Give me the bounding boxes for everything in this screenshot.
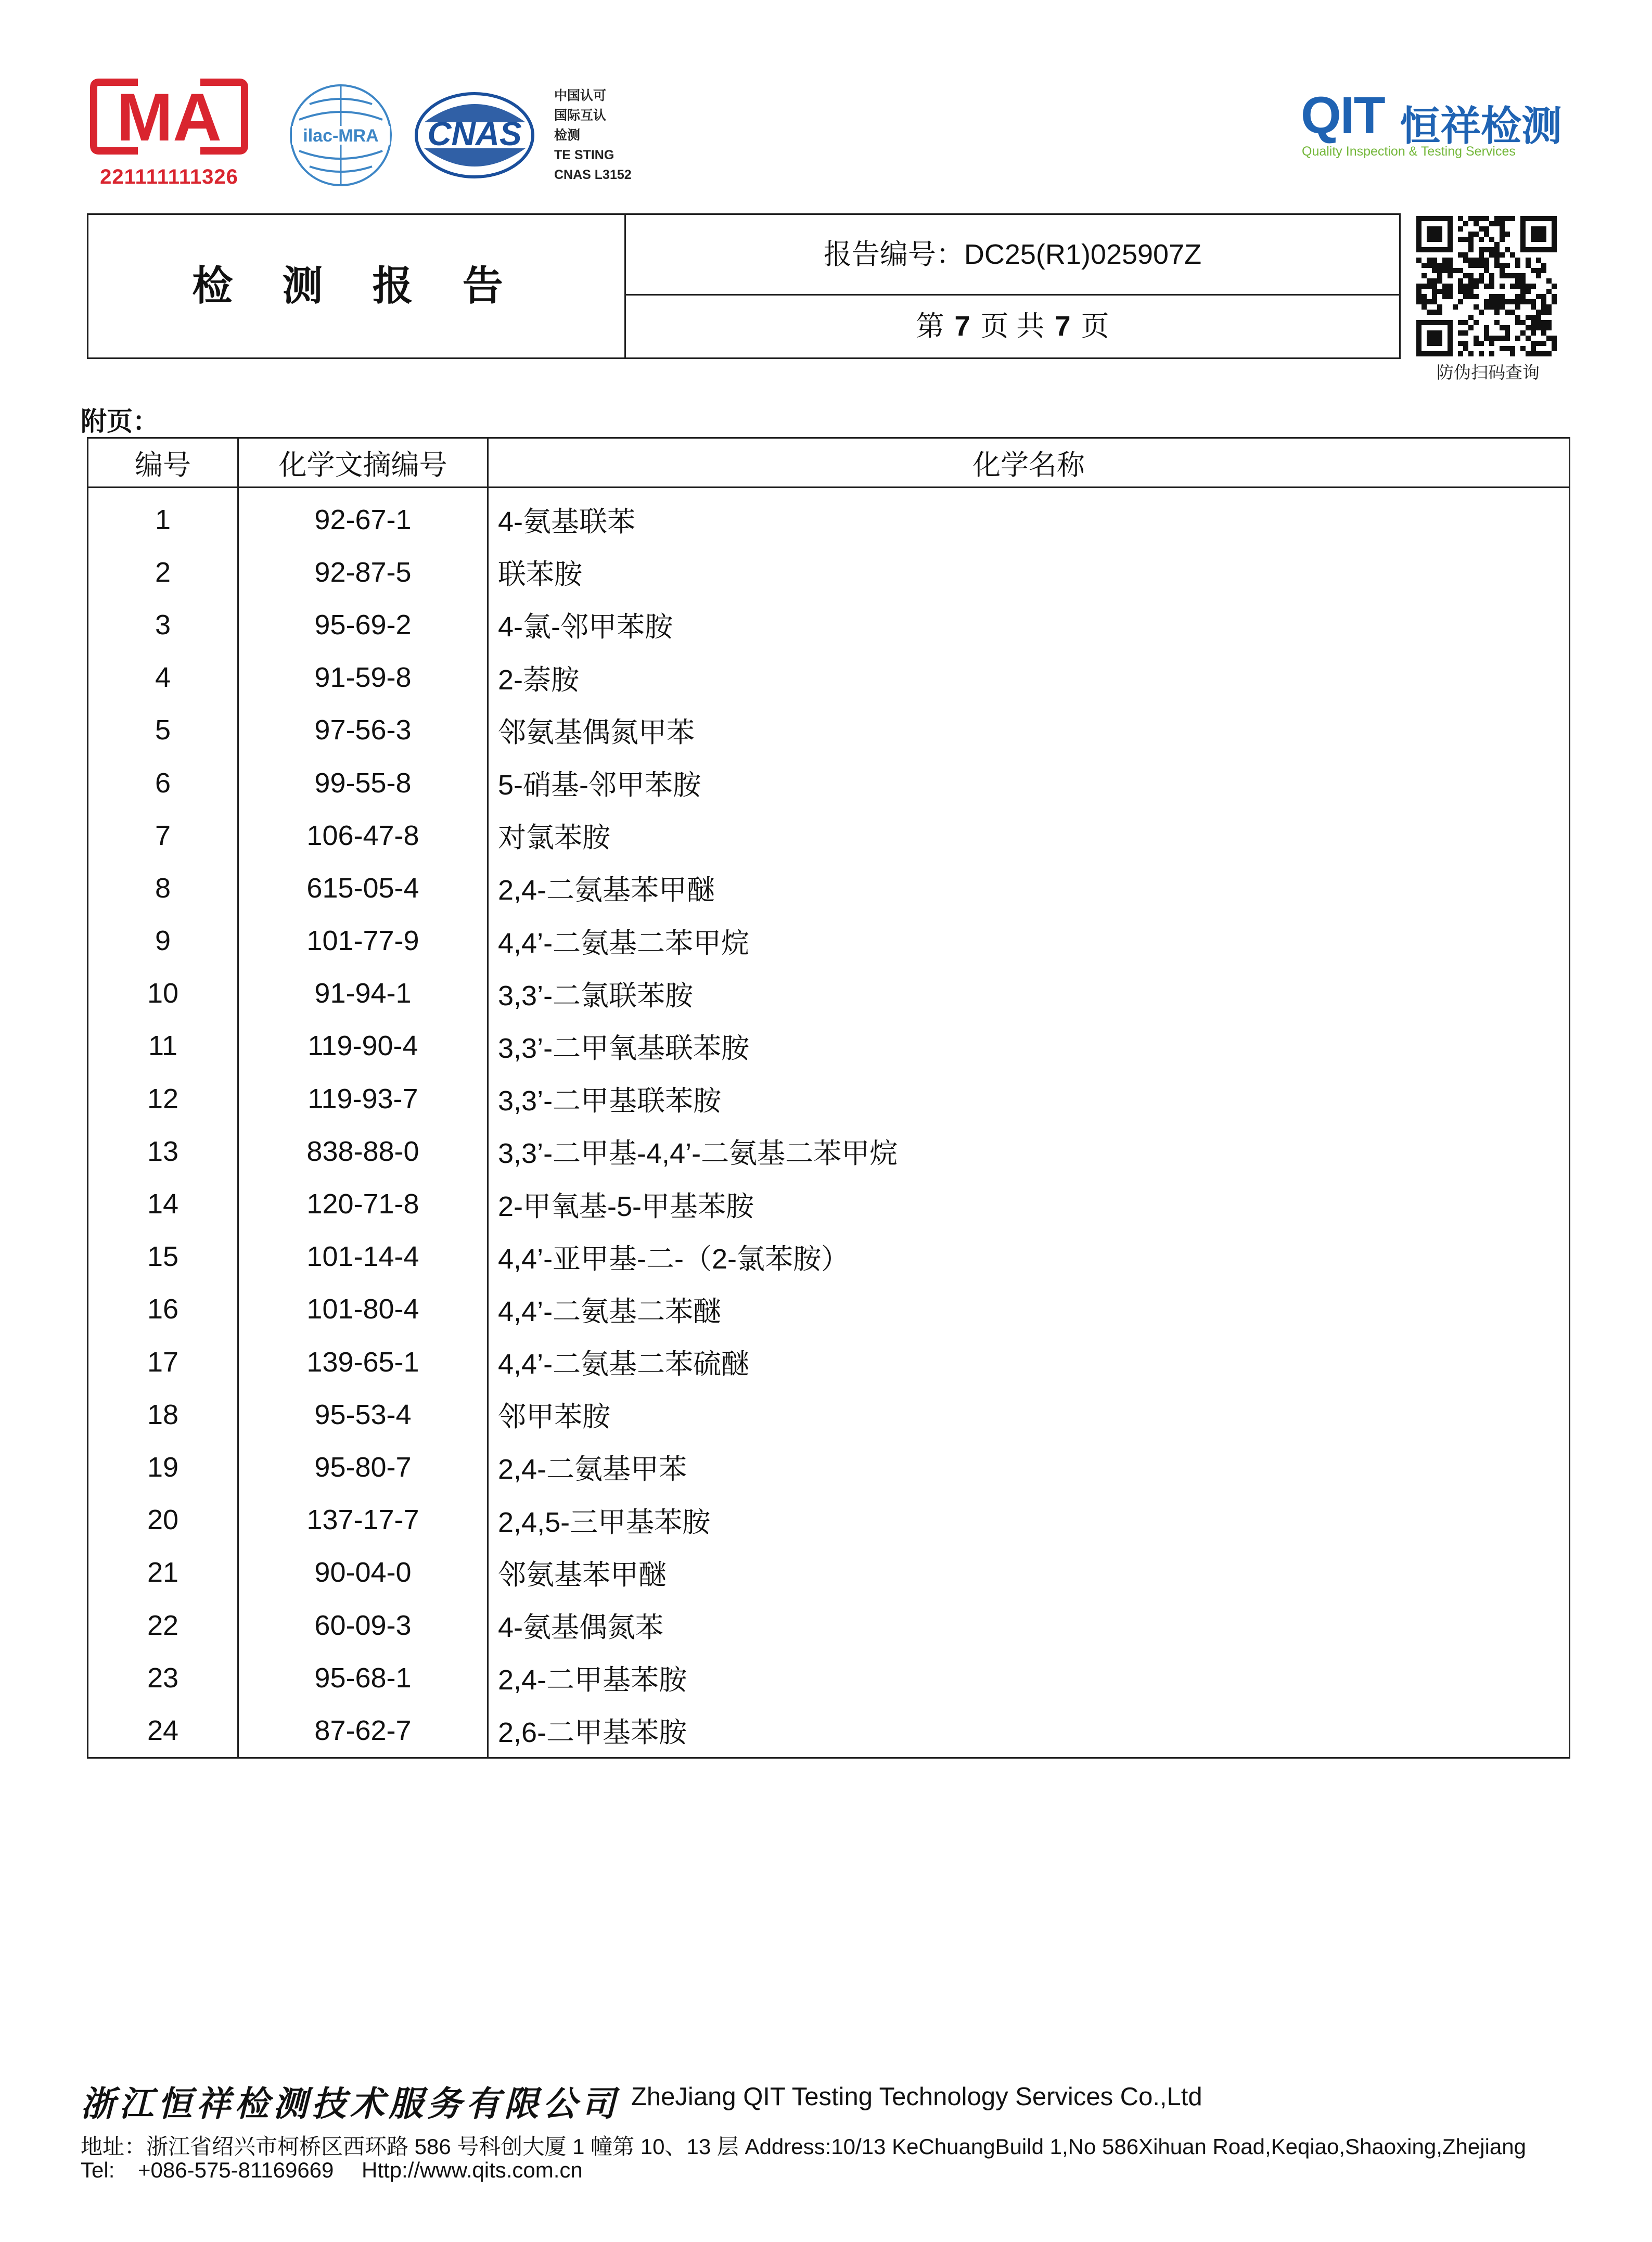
svg-text:CNAS: CNAS [427,115,522,152]
chemical-name: 3,3’-二甲氧基联苯胺 [488,1020,1570,1072]
company-name-en: ZheJiang QIT Testing Technology Services Co.,Ltd [631,2083,1202,2111]
col-header-no: 编号 [88,438,238,488]
current-page: 7 [954,311,970,342]
cas-number: 87-62-7 [238,1704,488,1758]
table-row [88,598,1570,651]
chemical-name: 联苯胺 [488,546,1570,598]
cas-number: 139-65-1 [238,1336,488,1388]
row-number: 7 [88,809,238,862]
chemical-name: 2,4-二氨基甲苯 [488,1441,1570,1493]
chemical-name: 4-氨基偶氮苯 [488,1599,1570,1651]
row-number: 18 [88,1388,238,1441]
cas-number: 120-71-8 [238,1177,488,1230]
row-number: 22 [88,1599,238,1651]
svg-text:ilac-MRA: ilac-MRA [303,126,379,146]
ilac-mra-logo [289,83,393,187]
col-header-cas: 化学文摘编号 [238,438,488,488]
cas-number: 95-69-2 [238,598,488,651]
qit-logo [1301,86,1561,164]
chemical-name: 4,4’-二氨基二苯硫醚 [488,1336,1570,1388]
table-row [88,1651,1570,1704]
chemical-name: 邻甲苯胺 [488,1388,1570,1441]
cas-number: 60-09-3 [238,1599,488,1651]
cas-number: 838-88-0 [238,1125,488,1177]
cas-number: 95-68-1 [238,1651,488,1704]
cas-number: 91-59-8 [238,651,488,704]
company-name-cn: 浙江恒祥检测技术服务有限公司 [81,2083,620,2124]
table-header-row [88,438,1570,488]
row-number: 10 [88,967,238,1020]
chemical-name: 4,4’-二氨基二苯甲烷 [488,915,1570,967]
row-number: 8 [88,862,238,914]
table-row [88,651,1570,704]
cma-emblem-icon [88,78,250,161]
table-row [88,967,1570,1020]
cas-number: 101-77-9 [238,915,488,967]
row-number: 19 [88,1441,238,1493]
chemical-name: 2,4-二甲基苯胺 [488,1651,1570,1704]
row-number: 9 [88,915,238,967]
chemical-name: 3,3’-二甲基联苯胺 [488,1072,1570,1125]
cas-number: 99-55-8 [238,757,488,809]
cas-number: 101-80-4 [238,1283,488,1336]
table-row [88,757,1570,809]
chemical-name: 2,4,5-三甲基苯胺 [488,1494,1570,1546]
cma-number: 221111111326 [100,165,238,188]
chemical-name: 3,3’-二氯联苯胺 [488,967,1570,1020]
row-number: 23 [88,1651,238,1704]
company-contact: Tel: +086-575-81169669 Http://www.qits.com.cn [81,2158,583,2182]
chemical-name: 3,3’-二甲基-4,4’-二氨基二苯甲烷 [488,1125,1570,1177]
table-row [88,1336,1570,1388]
cas-number: 119-90-4 [238,1020,488,1072]
qr-code[interactable] [1416,216,1557,356]
cas-number: 92-87-5 [238,546,488,598]
cas-number: 106-47-8 [238,809,488,862]
cnas-logo [414,91,536,180]
cas-number: 95-80-7 [238,1441,488,1493]
cas-number: 615-05-4 [238,862,488,914]
row-number: 4 [88,651,238,704]
chemical-name: 对氯苯胺 [488,809,1570,862]
chemical-name: 4,4’-二氨基二苯醚 [488,1283,1570,1336]
row-number: 11 [88,1020,238,1072]
table-row [88,704,1570,757]
table-row [88,1599,1570,1651]
table-row [88,809,1570,862]
row-number: 6 [88,757,238,809]
chemical-name: 2,6-二甲基苯胺 [488,1704,1570,1758]
row-number: 1 [88,488,238,546]
svg-text:MA: MA [116,79,222,155]
chemical-name: 4-氯-邻甲苯胺 [488,598,1570,651]
chemical-name: 2-甲氧基-5-甲基苯胺 [488,1177,1570,1230]
row-number: 14 [88,1177,238,1230]
page-indicator: 第 7 页 共 7 页 [916,311,1109,342]
table-row [88,1704,1570,1758]
row-number: 13 [88,1125,238,1177]
table-row [88,862,1570,914]
total-pages: 7 [1055,311,1071,342]
table-row [88,488,1570,546]
report-meta-cell [626,215,1399,357]
cas-number: 91-94-1 [238,967,488,1020]
qit-tagline: Quality Inspection & Testing Services [1302,144,1516,159]
chemical-name: 邻氨基苯甲醚 [488,1546,1570,1599]
report-title-cell [88,215,626,357]
chemical-name: 邻氨基偶氮甲苯 [488,704,1570,757]
table-row [88,1020,1570,1072]
cas-number: 101-14-4 [238,1231,488,1283]
cas-number: 92-67-1 [238,488,488,546]
table-row [88,546,1570,598]
table-row [88,1441,1570,1493]
col-header-name: 化学名称 [488,438,1570,488]
row-number: 16 [88,1283,238,1336]
qr-code-icon [1416,216,1557,356]
qit-chinese-name: 恒祥检测 [1400,103,1563,149]
row-number: 15 [88,1231,238,1283]
qr-caption: 防伪扫码查询 [1437,363,1540,382]
cas-number: 137-17-7 [238,1494,488,1546]
report-title: 检 测 报 告 [192,263,521,310]
telephone: +086-575-81169669 [138,2158,334,2182]
chemical-name: 4-氨基联苯 [488,488,1570,546]
company-address: 地址：浙江省绍兴市柯桥区西环路 586 号科创大厦 1 幢第 10、13 层 Address:10/13 KeChuangBuild 1,No 586Xihuan Road,Keqiao,Shaoxing,Zhejiang [81,2134,1526,2159]
table-row [88,915,1570,967]
row-number: 20 [88,1494,238,1546]
table-row [88,1494,1570,1546]
table-row [88,1125,1570,1177]
row-number: 2 [88,546,238,598]
ilac-globe-icon [289,83,393,187]
chemical-name: 5-硝基-邻甲苯胺 [488,757,1570,809]
row-number: 21 [88,1546,238,1599]
row-number: 5 [88,704,238,757]
chemical-table [87,437,1570,1759]
qit-wordmark: QIT [1301,86,1385,145]
chemical-name: 2-萘胺 [488,651,1570,704]
table-row [88,1177,1570,1230]
chemical-name: 2,4-二氨基苯甲醚 [488,862,1570,914]
cas-number: 119-93-7 [238,1072,488,1125]
report-number: 报告编号：DC25(R1)025907Z [626,215,1399,296]
cnas-ellipse-icon [414,91,536,180]
cas-number: 95-53-4 [238,1388,488,1441]
table-row [88,1283,1570,1336]
row-number: 24 [88,1704,238,1758]
table-row [88,1072,1570,1125]
cnas-accreditation-text: 中国认可 国际互认 检测 TE STING CNAS L3152 [554,88,632,182]
appendix-label: 附页： [81,407,159,436]
cas-number: 90-04-0 [238,1546,488,1599]
table-row [88,1231,1570,1283]
cma-logo [88,78,250,190]
row-number: 3 [88,598,238,651]
chemical-name: 4,4’-亚甲基-二-（2-氯苯胺） [488,1231,1570,1283]
cas-number: 97-56-3 [238,704,488,757]
table-row [88,1546,1570,1599]
report-header [87,213,1401,359]
table-row [88,1388,1570,1441]
row-number: 17 [88,1336,238,1388]
row-number: 12 [88,1072,238,1125]
website-link[interactable]: Http://www.qits.com.cn [362,2158,583,2182]
